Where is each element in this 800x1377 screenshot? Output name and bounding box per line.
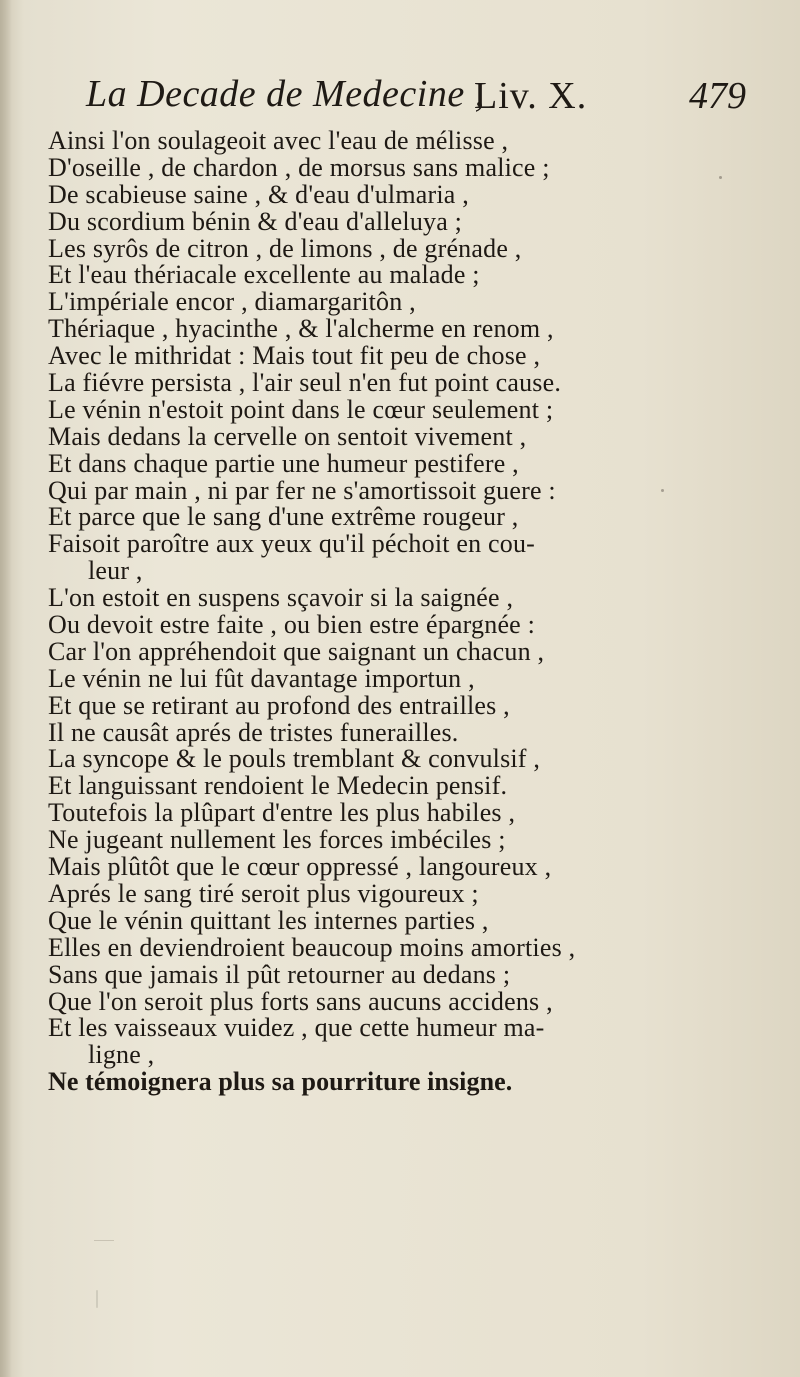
verse-line: L'on estoit en suspens sçavoir si la saignée , xyxy=(48,583,514,613)
verse-line: Faisoit paroître aux yeux qu'il péchoit en cou- xyxy=(48,529,536,559)
verse-line: Le vénin ne lui fût davantage importun , xyxy=(48,663,475,693)
verse-line: Aprés le sang tiré seroit plus vigoureux ; xyxy=(48,878,479,908)
running-title: La Decade de Medecine , xyxy=(86,73,485,115)
verse-line: Du scordium bénin & d'eau d'alleluya ; xyxy=(48,206,463,236)
verse-line: Que le vénin quittant les internes parties , xyxy=(48,905,489,935)
page-gutter-shadow xyxy=(0,0,12,1377)
verse-line: Avec le mithridat : Mais tout fit peu de chose , xyxy=(48,341,541,371)
verse-line: Elles en deviendroient beaucoup moins amorties , xyxy=(48,932,576,962)
verse-line: D'oseille , de chardon , de morsus sans malice ; xyxy=(48,152,550,182)
verse-line: ligne , xyxy=(88,1040,155,1070)
verse-line: Et parce que le sang d'une extrême rougeur , xyxy=(48,502,519,532)
verse-line: Il ne causât aprés de tristes funerailles. xyxy=(48,717,459,747)
verse-line: Toutefois la plûpart d'entre les plus habiles , xyxy=(48,798,516,828)
verse-line: Thériaque , hyacinthe , & l'alcherme en renom , xyxy=(48,314,554,344)
verse-line: Car l'on appréhendoit que saignant un chacun , xyxy=(48,636,545,666)
verse-line: Et languissant rendoient le Medecin pensif. xyxy=(48,771,508,801)
verse-line: Et dans chaque partie une humeur pestifere , xyxy=(48,448,519,478)
verse-line: Et les vaisseaux vuidez , que cette humeur ma- xyxy=(48,1013,545,1043)
page-header xyxy=(86,72,746,128)
verse-line: Et que se retirant au profond des entrailles , xyxy=(48,690,510,720)
verse-line: Ainsi l'on soulageoit avec l'eau de mélisse , xyxy=(48,126,509,155)
verse-line: Et l'eau thériacale excellente au malade ; xyxy=(48,260,480,290)
verse-line: Le vénin n'estoit point dans le cœur seulement ; xyxy=(48,394,554,424)
verse-line: Sans que jamais il pût retourner au dedans ; xyxy=(48,959,511,989)
verse-line: L'impériale encor , diamargaritôn , xyxy=(48,287,416,317)
verse-line: La syncope & le pouls tremblant & convulsif , xyxy=(48,744,541,774)
verse-line: Les syrôs de citron , de limons , de grénade , xyxy=(48,233,522,263)
verse-line: Ne jugeant nullement les forces imbéciles ; xyxy=(48,825,506,855)
verse-line: Que l'on seroit plus forts sans aucuns accidens , xyxy=(48,986,553,1016)
verse-line: Ne témoignera plus sa pourriture insigne. xyxy=(48,1067,513,1097)
verse-line: De scabieuse saine , & d'eau d'ulmaria , xyxy=(48,179,469,209)
printer-mark xyxy=(94,1240,114,1241)
verse-line: leur , xyxy=(88,556,143,586)
poem-text xyxy=(48,128,716,1096)
verse-line: La fiévre persista , l'air seul n'en fut point cause. xyxy=(48,368,562,398)
page-number: 479 xyxy=(689,75,746,117)
paper-speck xyxy=(719,176,722,179)
verse-line: Qui par main , ni par fer ne s'amortissoit guere : xyxy=(48,475,556,505)
verse-line: Mais plûtôt que le cœur oppressé , langoureux , xyxy=(48,852,552,882)
paper-speck xyxy=(96,1290,98,1308)
verse-line: Mais dedans la cervelle on sentoit vivement , xyxy=(48,421,527,451)
paper-speck xyxy=(661,489,664,492)
verse-line: Ou devoit estre faite , ou bien estre épargnée : xyxy=(48,610,536,640)
book-label: Liv. X. xyxy=(474,75,588,117)
